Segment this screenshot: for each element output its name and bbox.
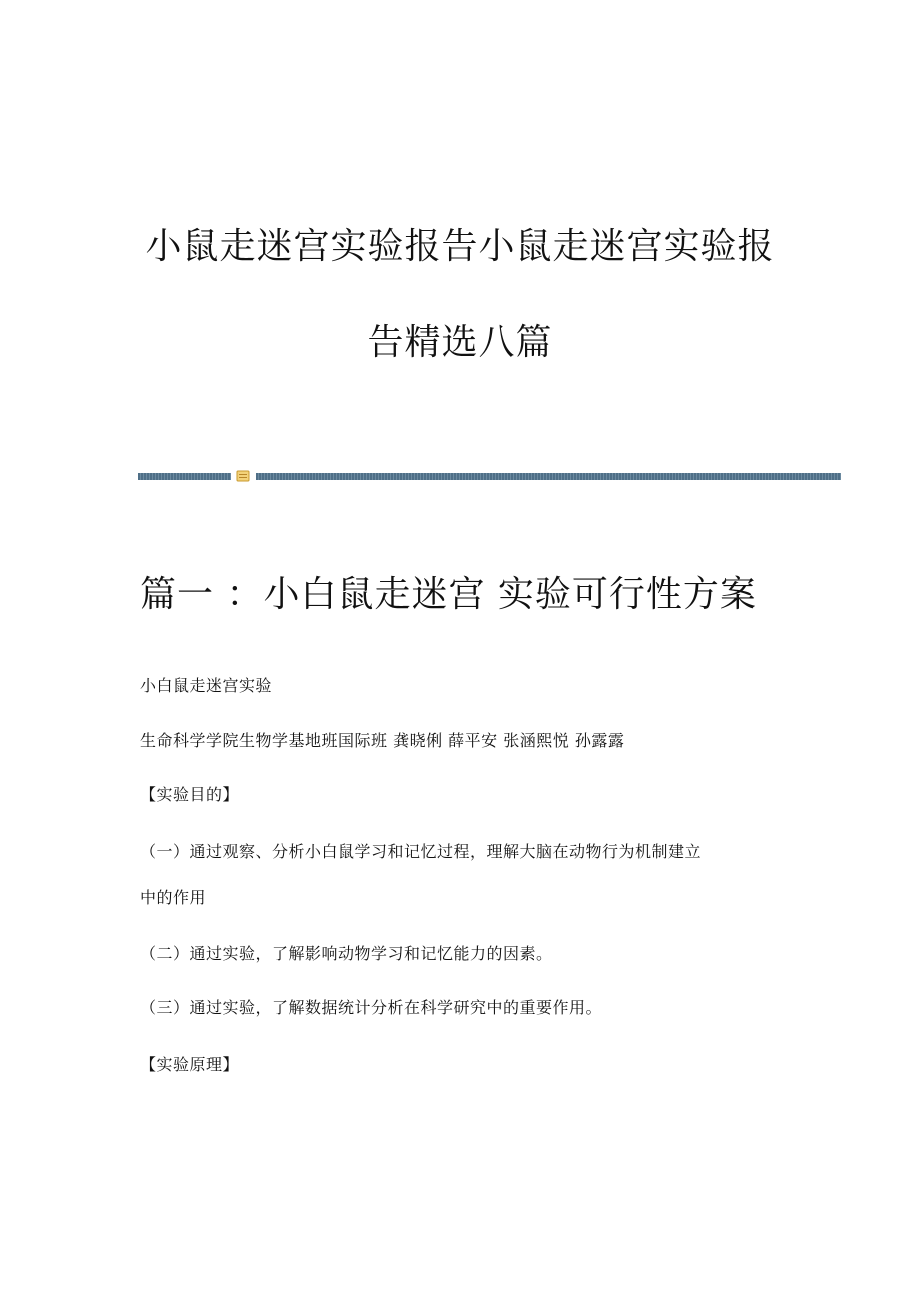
purpose-item-3: （三）通过实验，了解数据统计分析在科学研究中的重要作用。 [140,998,603,1017]
document-title-line-1: 小鼠走迷宫实验报告小鼠走迷宫实验报 [145,226,775,267]
divider-bar-left [138,473,231,480]
divider-bar-right [256,473,841,480]
section-divider [138,470,841,482]
divider-ornament-icon [236,470,250,482]
authors-line: 生命科学学院生物学基地班国际班 龚晓俐 薛平安 张涵熙悦 孙露露 [140,731,625,750]
purpose-heading: 【实验目的】 [140,785,240,804]
section-heading: 篇一 ：小白鼠走迷宫 实验可行性方案 [140,574,757,615]
purpose-item-1-line-2: 中的作用 [140,888,207,907]
purpose-item-2: （二）通过实验，了解影响动物学习和记忆能力的因素。 [140,944,553,963]
purpose-item-1-line-1: （一）通过观察、分析小白鼠学习和记忆过程，理解大脑在动物行为机制建立 [140,842,702,861]
document-title-line-2: 告精选八篇 [367,322,553,363]
principle-heading: 【实验原理】 [140,1055,240,1074]
experiment-subtitle: 小白鼠走迷宫实验 [140,676,273,695]
